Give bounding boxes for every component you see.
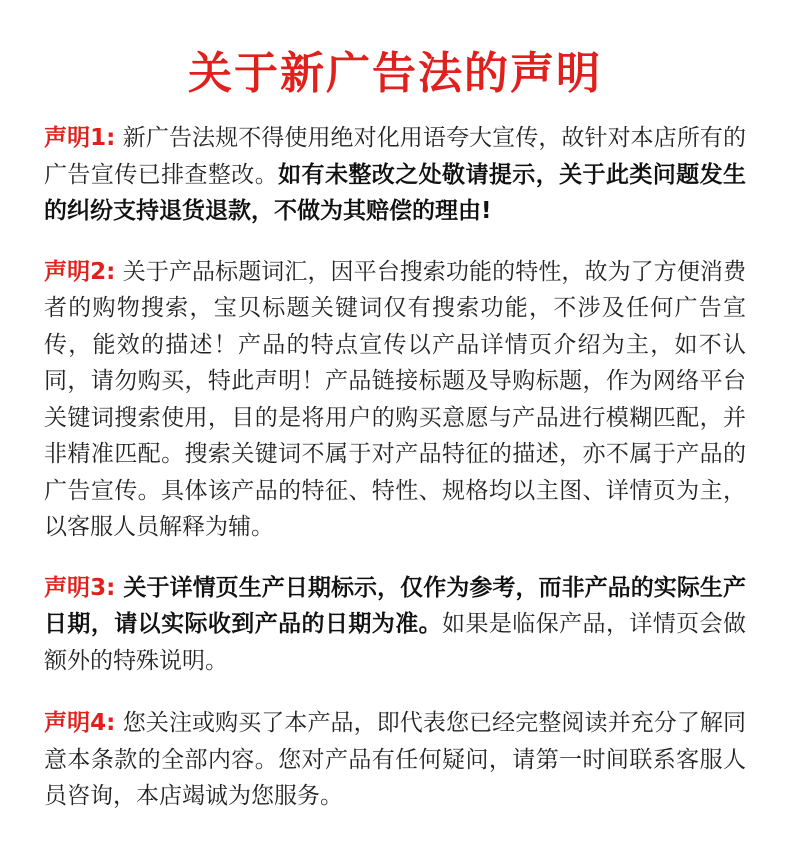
statement-4-label: 声明4: (44, 710, 116, 736)
statement-1-label: 声明1: (44, 125, 116, 151)
statement-2 (44, 254, 746, 546)
statement-3 (44, 570, 746, 680)
statement-2-label: 声明2: (44, 258, 116, 285)
statement-3-label: 声明3: (44, 574, 116, 601)
statement-1-emphasis: 如有未整改之处敬请提示，关于此类问题发生的纠纷支持退货退款，不做为其赔偿的理由! (44, 161, 747, 224)
statement-3-text: 如果是临保产品，详情页会做额外的特殊说明。 (44, 611, 747, 674)
statement-2-text: 关于产品标题词汇，因平台搜索功能的特性，故为了方便消费者的购物搜索，宝贝标题关键词仅有搜索功能，不涉及任何广告宣传，能效的描述！产品的特点宣传以产品详情页介绍为主，如不认同，请勿购买，特此声明！产品链接标题及导购标题，作为网络平台关键词搜索使用，目的是将用户的购买意愿与产品进行模糊匹配，并非精准匹配。搜索关键词不属于对产品特征的描述，亦不属于产品的广告宣传。具体该产品的特征、特性、规格均以主图、详情页为主，以客服人员解释为辅。 (44, 258, 746, 540)
statement-4 (44, 705, 746, 815)
statement-4-text: 您关注或购买了本产品，即代表您已经完整阅读并充分了解同意本条款的全部内容。您对产品有任何疑问，请第一时间联系客服人员咨询，本店竭诚为您服务。 (44, 710, 746, 809)
statement-1-text: 新广告法规不得使用绝对化用语夸大宣传，故针对本店所有的广告宣传已排查整改。 (44, 125, 746, 188)
statement-1 (44, 120, 746, 230)
page-title: 关于新广告法的声明 (188, 48, 602, 99)
statement-3-emphasis: 关于详情页生产日期标示，仅作为参考，而非产品的实际生产日期，请以实际收到产品的日期为准。 (44, 574, 746, 637)
